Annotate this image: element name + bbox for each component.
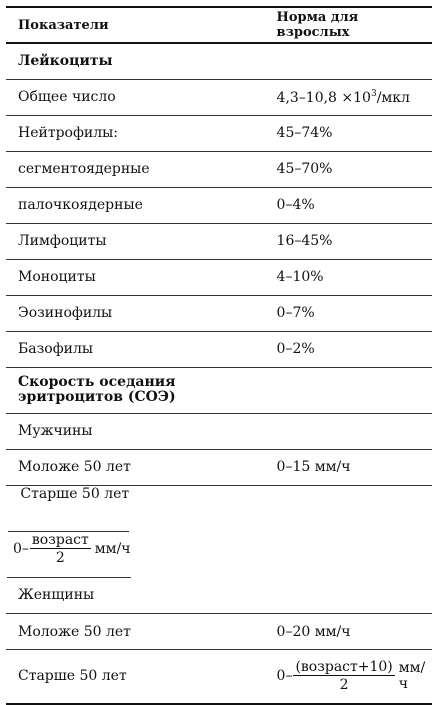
- value-exponent: 3: [370, 88, 377, 99]
- table-row: [6, 331, 432, 367]
- table-row: [6, 151, 432, 187]
- fraction-numerator: возраст: [31, 531, 89, 548]
- row-value: [271, 578, 432, 614]
- table-row: [6, 413, 432, 449]
- table-row: [6, 295, 432, 331]
- row-value: 0–7%: [271, 295, 432, 331]
- table-header-row: [6, 7, 432, 43]
- table-row: [6, 115, 432, 151]
- table-row: [6, 43, 432, 79]
- row-value: 16–45%: [271, 223, 432, 259]
- row-value: [271, 43, 432, 79]
- row-value: 0–2%: [271, 331, 432, 367]
- fraction: [30, 532, 91, 566]
- row-value: 0–15 мм/ч: [271, 449, 432, 485]
- fraction: [293, 659, 394, 693]
- row-value: 45–74%: [271, 115, 432, 151]
- section-leukocytes: Лейкоциты: [6, 43, 271, 79]
- row-value: 4–10%: [271, 259, 432, 295]
- row-label: палочкоядерные: [6, 187, 271, 223]
- table-row: [6, 223, 432, 259]
- header-adult-norm: Норма для взрослых: [271, 7, 432, 43]
- table-row: [6, 614, 432, 650]
- table-row: [7, 486, 131, 578]
- table-row: [6, 187, 432, 223]
- row-label-men: Мужчины: [6, 413, 271, 449]
- fraction-numerator: (возраст+10): [295, 659, 393, 676]
- row-value: [271, 650, 432, 704]
- table-row: [6, 79, 432, 115]
- row-value: 0–20 мм/ч: [271, 614, 432, 650]
- row-label-women: Женщины: [6, 578, 271, 614]
- row-value: [271, 413, 432, 449]
- row-label: Лимфоциты: [6, 223, 271, 259]
- value-prefix: 0–: [276, 668, 293, 685]
- row-label: Эозинофилы: [6, 295, 271, 331]
- fraction-denominator: 2: [339, 677, 349, 694]
- section-esr: Скорость оседания эритроцитов (СОЭ): [6, 367, 271, 413]
- value-prefix: 4,3–10,8 ×10: [276, 89, 371, 106]
- row-label: Моложе 50 лет: [6, 614, 271, 650]
- row-label: Нейтрофилы:: [6, 115, 271, 151]
- blood-norms-table: [6, 6, 432, 705]
- row-label: сегментоядерные: [6, 151, 271, 187]
- row-label: Старше 50 лет: [6, 650, 271, 704]
- row-label: Общее число: [6, 79, 271, 115]
- row-value: [7, 532, 131, 578]
- table-row: [6, 578, 432, 614]
- row-value: [271, 79, 432, 115]
- value-unit: мм/ч: [94, 540, 131, 557]
- value-unit: мм/ч: [398, 660, 426, 693]
- row-label: Моноциты: [6, 259, 271, 295]
- value-unit: /мкл: [376, 89, 410, 106]
- row-label: Моложе 50 лет: [6, 449, 271, 485]
- row-value: [271, 367, 432, 413]
- row-label: Базофилы: [6, 331, 271, 367]
- fraction-denominator: 2: [55, 549, 65, 566]
- row-value: 0–4%: [271, 187, 432, 223]
- table-row: [6, 259, 432, 295]
- value-prefix: 0–: [13, 540, 29, 557]
- header-indicators: Показатели: [6, 7, 271, 43]
- table-row: [6, 367, 432, 413]
- row-value: 45–70%: [271, 151, 432, 187]
- row-label: Старше 50 лет: [8, 486, 129, 532]
- table-row: [6, 449, 432, 485]
- table-row: [6, 650, 432, 704]
